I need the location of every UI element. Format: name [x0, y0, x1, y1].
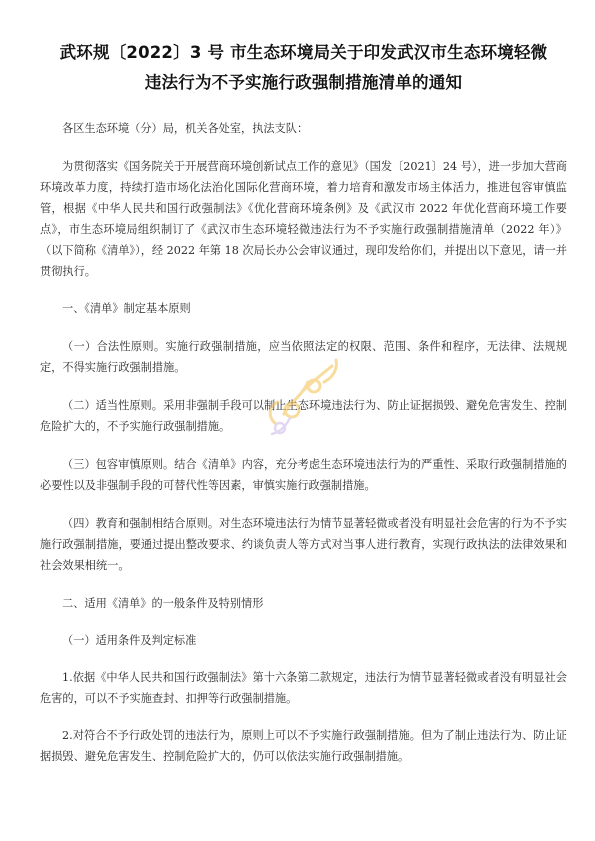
- title-line-1: 武环规〔2022〕3 号 市生态环境局关于印发武汉市生态环境轻微: [59, 43, 548, 62]
- principle-prudence: （三）包容审慎原则。结合《清单》内容，充分考虑生态环境违法行为的严重性、采取行政强制措施的必要性以及非强制手段的可替代性等因素，审慎实施行政强制措施。: [40, 458, 567, 492]
- section-heading-2: 二、适用《清单》的一般条件及特别情形: [62, 597, 264, 610]
- principle-legality: （一）合法性原则。实施行政强制措施，应当依照法定的权限、范围、条件和程序，无法律、法规规定，不得实施行政强制措施。: [40, 340, 567, 374]
- intro-paragraph: 为贯彻落实《国务院关于开展营商环境创新试点工作的意见》（国发〔2021〕24 号），进一步加大营商环境改革力度，持续打造市场化法治化国际化营商环境，着力培育和激发市场主体活力，推进包容审慎监管，根据《中华人民共和国行政强制法》《优化营商环境条例》及《武汉市 2022 年优化营商环境工作要点》，市生态环境局组织制订了《武汉市生态环境轻微违法行为不予实施行政强制措施清单（2022 年）》（以下简称《清单》），经 2022 年第 18 次局长办公会审议通过，现印发给你们，并提出以下意见，请一并贯彻执行。: [40, 160, 567, 278]
- subsection-heading-conditions: （一）适用条件及判定标准: [62, 634, 197, 647]
- condition-item-2: 2.对符合不予行政处罚的违法行为，原则上可以不予实施行政强制措施。但为了制止违法行为、防止证据损毁、避免危害发生、控制危险扩大的，仍可以依法实施行政强制措施。: [40, 729, 567, 763]
- salutation: 各区生态环境（分）局，机关各处室，执法支队：: [62, 122, 309, 135]
- section-heading-1: 一、《清单》制定基本原则: [62, 302, 191, 315]
- document-title: [40, 38, 567, 98]
- condition-item-1: 1.依据《中华人民共和国行政强制法》第十六条第二款规定，违法行为情节显著轻微或者没有明显社会危害的，可以不予实施查封、扣押等行政强制措施。: [40, 671, 567, 705]
- principle-education: （四）教育和强制相结合原则。对生态环境违法行为情节显著轻微或者没有明显社会危害的行为不予实施行政强制措施，要通过提出整改要求、约谈负责人等方式对当事人进行教育，实现行政执法的法律效果和社会效果相统一。: [40, 517, 567, 572]
- principle-appropriateness: （二）适当性原则。采用非强制手段可以制止生态环境违法行为、防止证据损毁、避免危害发生、控制危险扩大的，不予实施行政强制措施。: [40, 399, 567, 433]
- title-line-2: 违法行为不予实施行政强制措施清单的通知: [144, 73, 463, 92]
